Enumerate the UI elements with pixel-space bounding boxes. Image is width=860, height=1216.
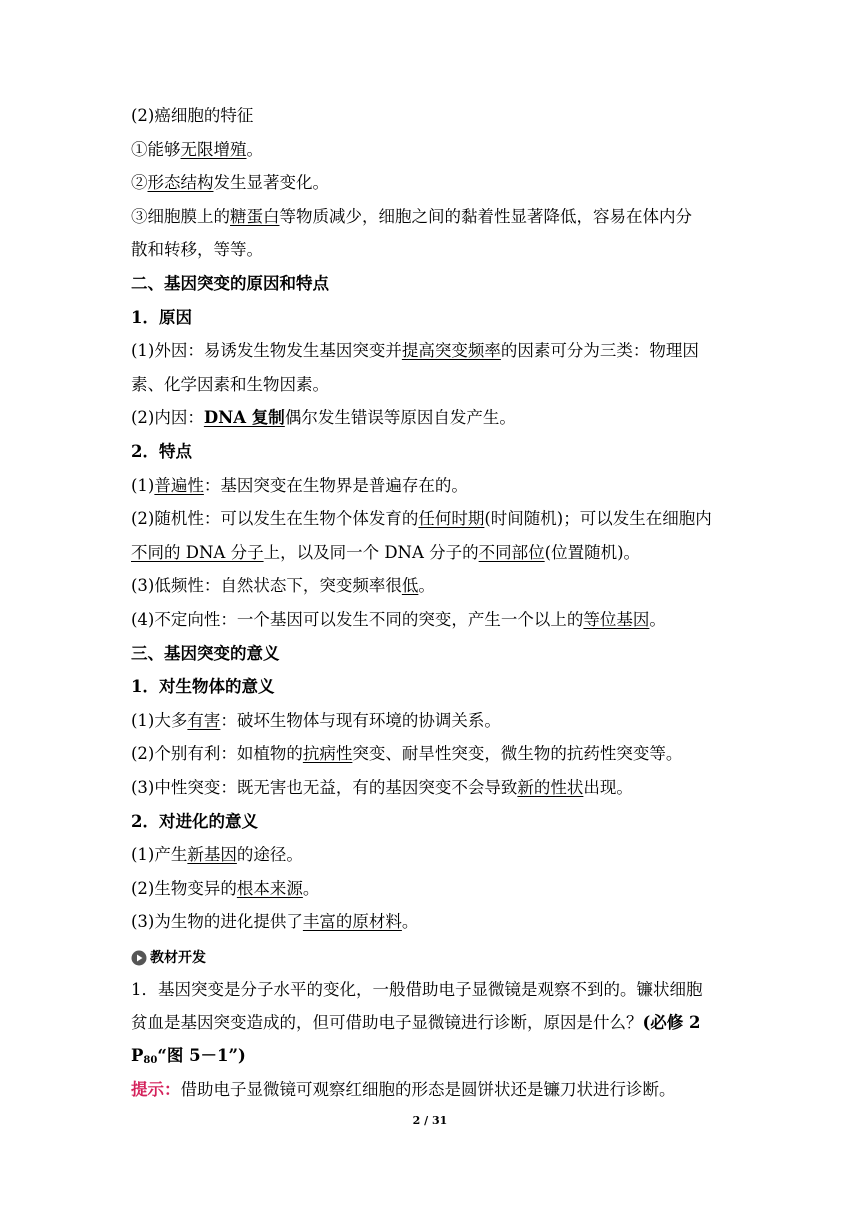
underlined-term: 不同部位 (478, 542, 545, 562)
text-segment: (1)外因：易诱发生物发生基因突变并 (131, 341, 402, 361)
underlined-term: 不同的 DNA 分子 (131, 542, 264, 562)
text-segment: (3)为生物的进化提供了 (131, 912, 303, 932)
text-segment: 80 (143, 1055, 158, 1066)
badge-label: 教材开发 (150, 950, 206, 966)
text-segment: 的因素可分为三类：物理因 (500, 341, 699, 361)
text-segment: “图 5－1”) (157, 1046, 246, 1065)
text-segment: 。 (401, 912, 419, 932)
underlined-term: 低 (401, 576, 419, 596)
text-segment: 2．特点 (131, 442, 192, 461)
text-line (131, 742, 731, 766)
text-line (131, 507, 731, 531)
text-segment: P (131, 1046, 144, 1065)
text-segment: 的途径。 (236, 845, 303, 865)
text-segment: 上，以及同一个 DNA 分子的 (263, 542, 479, 562)
text-segment: (时间随机)；可以发生在细胞内 (484, 509, 712, 529)
underlined-term: 形态结构 (147, 173, 214, 193)
text-line (131, 910, 731, 934)
text-segment: 出现。 (583, 778, 633, 797)
text-segment: ①能够 (131, 139, 181, 159)
text-line (131, 843, 731, 867)
hint-text: 借助电子显微镜可观察红细胞的形态是圆饼状还是镰刀状进行诊断。 (180, 1080, 676, 1099)
text-line (131, 474, 731, 498)
text-segment: 1．基因突变是分子水平的变化，一般借助电子显微镜是观察不到的。镰状细胞 (131, 980, 703, 999)
text-line (131, 238, 731, 262)
text-segment: ③细胞膜上的 (131, 206, 230, 226)
text-line (131, 1011, 731, 1035)
text-segment: 突变、耐旱性突变，微生物的抗药性突变等。 (352, 744, 683, 764)
textbook-section-badge (131, 946, 731, 973)
text-segment: 散和转移，等等。 (131, 240, 263, 260)
text-line (131, 675, 731, 699)
text-segment: ：基因突变在生物界是普遍存在的。 (203, 475, 468, 495)
underlined-term: 新的性状 (517, 778, 584, 797)
text-segment: 三、基因突变的意义 (131, 643, 280, 663)
text-segment: 二、基因突变的原因和特点 (131, 274, 329, 293)
text-segment: ：破坏生物体与现有环境的协调关系。 (220, 710, 501, 730)
underlined-term: 新基因 (187, 845, 237, 865)
text-segment: 贫血是基因突变造成的，但可借助电子显微镜进行诊断，原因是什么？ (131, 1013, 643, 1032)
text-segment: (1) (131, 475, 155, 495)
text-line (131, 810, 731, 834)
text-line (131, 877, 731, 901)
underlined-term: 抗病性 (302, 744, 353, 764)
text-line (131, 272, 731, 296)
text-segment: (1)产生 (131, 845, 188, 865)
hint-label: 提示： (131, 1080, 181, 1099)
text-segment: 。 (246, 139, 263, 159)
text-segment: 素、化学因素和生物因素。 (131, 374, 329, 394)
text-line (131, 406, 731, 430)
page-number: 2 / 31 (412, 1114, 448, 1127)
text-segment: 2．对进化的意义 (131, 811, 258, 831)
text-line (131, 373, 731, 397)
text-segment: (1)大多 (131, 710, 188, 730)
play-circle-icon (131, 950, 147, 966)
text-segment: (2)生物变异的 (131, 878, 237, 898)
text-segment: (3)中性突变：既无害也无益，有的基因突变不会导致 (131, 778, 518, 797)
text-segment: (2)个别有利：如植物的 (131, 744, 303, 764)
hint-line (131, 1078, 731, 1102)
text-line (131, 642, 731, 666)
text-segment: 1．原因 (131, 307, 192, 327)
text-line (131, 138, 731, 162)
underlined-term: 无限增殖 (180, 139, 247, 159)
text-line (131, 171, 731, 195)
underlined-term: 根本来源 (236, 878, 303, 898)
text-segment: (2)随机性：可以发生在生物个体发育的 (131, 509, 419, 529)
text-segment: (必修 2 (642, 1013, 701, 1032)
text-segment: (4)不定向性：一个基因可以发生不同的突变，产生一个以上的 (131, 610, 584, 629)
text-line (131, 1044, 731, 1073)
underlined-term: 等位基因 (583, 610, 650, 629)
text-line (131, 104, 731, 128)
text-line (131, 440, 731, 464)
text-segment: (2)内因： (131, 408, 204, 428)
text-segment: 。 (649, 610, 666, 629)
text-line (131, 574, 731, 598)
text-line (131, 776, 731, 800)
text-line (131, 709, 731, 733)
underlined-term: 糖蛋白 (230, 206, 280, 226)
text-line (131, 205, 731, 229)
text-segment: 。 (418, 576, 435, 596)
underlined-term: 丰富的原材料 (302, 912, 402, 932)
underlined-term: DNA 复制 (203, 408, 285, 428)
text-segment: 等物质减少，细胞之间的黏着性显著降低，容易在体内分 (279, 206, 692, 226)
text-segment: 偶尔发生错误等原因自发产生。 (284, 408, 516, 428)
text-segment: ② (131, 173, 148, 193)
text-line (131, 339, 731, 363)
text-segment: 发生显著变化。 (213, 173, 329, 193)
text-segment: 。 (302, 878, 320, 898)
text-line (131, 541, 731, 565)
underlined-term: 提高突变频率 (401, 341, 501, 361)
text-segment: (3)低频性：自然状态下，突变频率很 (131, 576, 402, 596)
text-line (131, 978, 731, 1002)
text-segment: (2)癌细胞的特征 (131, 106, 254, 125)
underlined-term: 普遍性 (154, 475, 204, 495)
text-line (131, 608, 731, 632)
text-line (131, 306, 731, 330)
text-segment: (位置随机)。 (544, 542, 641, 562)
underlined-term: 任何时期 (418, 509, 485, 529)
text-segment: 1．对生物体的意义 (131, 677, 275, 697)
underlined-term: 有害 (187, 710, 221, 730)
